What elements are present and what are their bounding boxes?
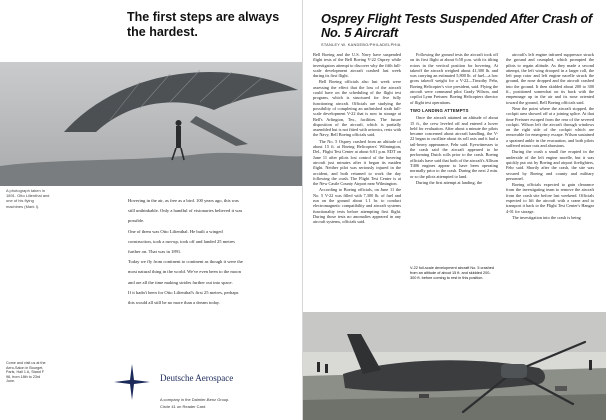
article-byline: STANLEY W. KANDEBO/PHILADELPHIA [321, 43, 401, 47]
ad-headline: The first steps are always the hardest. [127, 10, 280, 39]
article-paragraph: Bell Boeing and the U.S. Navy have suspended flight tests of the Bell Boeing V-22 Osprey while investigators attempt to discover why the fifth full-scale development aircraft crashed last week during its first flight. [313, 52, 401, 79]
article-paragraph: During the first attempt at landing, the [416, 179, 482, 185]
company-tagline: A company in the Daimler-Benz Group. [160, 397, 230, 402]
aero-salon-note: Come and visit us at the Aero-Salon in Bourget, Paris, Hall 1 A, Stand F 98, from 18th to 23rd June. [6, 361, 46, 384]
ad-paragraph: Hovering in the air, as free as a bird. 100 years ago, this was still unthinkable. Only a handful of visionaries believed it was possible. [128, 198, 243, 224]
crash-photo-caption: V-22 full-scale development aircraft No. 5 crashed from an altitude of about 15 ft. and skidded 200-300 ft. before coming to rest in this position. [410, 266, 494, 280]
v22-crash-photo [303, 312, 606, 420]
article-paragraph: During the crash a small fire erupted in the underside of the left engine nacelle, but it was quickly put out by Boeing and airport firefighters, Fehr said. Shortly after the crash, the site was secured by Boeing and county and military personnel. [506, 149, 594, 181]
article-paragraph: aircraft's left engine infrared suppressor struck the ground and crumpled, which prompted the pilots to regain altitude. As they made a second attempt, the left wing drooped in a larger roll, the left prop rotor and left engine nacelle struck the ground, the nose dropped and the aircraft crashed into the ground. It then skidded about 200 to 300 ft., positioned somewhat on its back with the empennage up in the air and its nose oriented toward the ground, Bell Boeing officials said. [506, 52, 594, 105]
article-paragraph: Once the aircraft attained an altitude of about 15 ft., the crew leveled off and entered a hover held for evaluation. After about a minute the pilots became concerned about aircraft handling, the V-22 began to oscillate about its roll axis and it had a tail-heavy appearance, Fehr said. Eyewitnesses to the crash said the aircraft appeared to be performing Dutch rolls prior to the crash. Boeing officials have said that both of the aircraft's Allison T406 engines appear to have been operating normally prior to the crash. During the next 2 min. or so the pilots attempted to land. [410, 115, 498, 179]
article-subhead: TWO LANDING ATTEMPTS [410, 107, 469, 113]
article-page [303, 0, 606, 420]
article-paragraph: Bell Boeing officials also last week were assessing the effect that the loss of the aircraft could have on the scheduling of the flight test program, which is structured for five fully functioning aircraft. Officials are studying the possibility of completing an unfinished sixth full-scale development V-22 that is now in storage at Bell's Arlington, Tex., facilities. The future disposition of the aircraft, which is partially assembled but is not fitted with avionics, rests with the Navy, Bell Boeing officials said. [313, 79, 401, 138]
article-paragraph: Following the ground tests the aircraft took off on its first flight at about 6:58 p.m. with its tilting rotors in the vertical position for hovering. At takeoff the aircraft weighed about 41,300 lb. and was carrying an estimated 5,800 lb. of fuel—a low gross takeoff weight for a V-22—Timothy Fehr, Boeing Helicopter's vice president, said. Flying the aircraft were command pilot Grady Wilson, and copilot Lynn Freisner. Boeing Helicopters director of flight test operations. [410, 52, 498, 105]
article-title: Osprey Flight Tests Suspended After Crash of No. 5 Aircraft [321, 11, 593, 40]
article-column-1 [313, 52, 401, 226]
ad-paragraph: Today we fly from continent to continent as though it were the most natural thing in the world. We've even been to the moon and are all the time making strides further out into space. [128, 259, 243, 285]
lilienthal-glider-photo [0, 62, 303, 186]
star-logo-icon [112, 362, 152, 402]
company-name: Deutsche Aerospace [160, 373, 234, 383]
article-column-3 [506, 52, 594, 221]
ad-paragraph: One of them was Otto Lilienthal. He built a winged construction, took a run-up, took off and landed 25 metres further on. That was in 1891. [128, 228, 235, 255]
ad-photo-caption: A photograph taken in 1891. Otto Lilienthal and one of his flying machines (Mark I). [6, 188, 50, 209]
article-paragraph: The investigation into the crash is being [512, 214, 581, 220]
article-paragraph: The No. 5 Osprey crashed from an altitude of about 15 ft. at Boeing Helicopters' Wilmington, Del., Flight Test Center at about 6:01 p.m. EDT on June 11 after pilots lost control of the hovering aircraft just minutes after it began its maiden flight. Neither pilot was seriously injured in the accident, and both returned to work the day following the crash. The Flight Test Center is at the New Castle County Airport near Wilmington. [313, 138, 401, 187]
article-paragraph: Boeing officials expected to gain clearance from the investigating team to remove the aircraft from the crash site before last weekend. Officials expected to lift the aircraft with a crane and to transport it back to the Flight Test Center's Hangar 4-01 for storage. [506, 182, 594, 214]
reader-card-note: Circle 41 on Reader Card [160, 404, 206, 409]
article-column-2 [410, 52, 498, 186]
ad-body-copy [128, 196, 246, 308]
article-paragraph: According to Boeing officials, on June 11 the No. 5 V-22 was filled with 7,300 lb. of fuel and run on the ground about 1.1 hr. to conduct electromagnetic compatibility and aircraft systems functionality tests before attempting first flight. During those tests no anomalies appeared in any aircraft systems, officials said. [313, 187, 401, 225]
ad-paragraph: If it hadn't been for Otto Lilienthal's first 25 metres, perhaps this would all still be no more than a dream today. [128, 289, 239, 306]
article-paragraph: Near the point where the aircraft stopped, the cockpit area showed off at a joining splice. At that time Freisner escaped from the rear of the severed cockpit. Wilson left the aircraft through windows on the right side of the cockpit which are removable for emergency escape. Wilson sustained a sprained ankle in the evacuation, and both pilots suffered minor cuts and abrasions. [506, 105, 594, 149]
